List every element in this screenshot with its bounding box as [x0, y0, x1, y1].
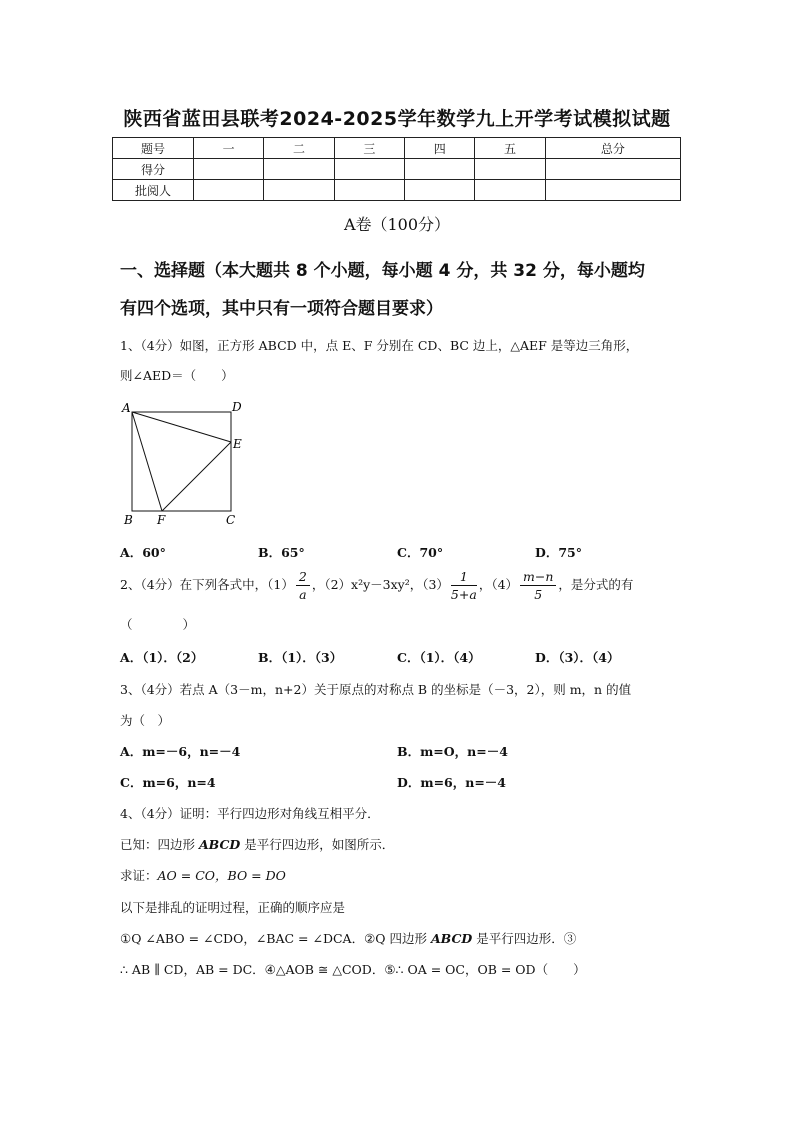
q3-option-a: A．m=－6，n=－4 — [120, 744, 241, 759]
label-a: A — [122, 401, 131, 415]
segment-af — [132, 412, 162, 511]
q2-option-d: D．（3）．（4） — [535, 650, 620, 665]
q2-option-a: A．（1）．（2） — [120, 650, 204, 665]
q4-known-prefix: 已知：四边形 — [120, 837, 199, 852]
q2-fraction-3 — [451, 568, 477, 603]
q2-prefix: 2、（4分）在下列各式中，（1） — [120, 577, 294, 592]
q2-option-c: C．（1）．（4） — [397, 650, 481, 665]
q2-fraction-1 — [296, 568, 310, 603]
score-cell — [194, 159, 264, 180]
score-cell — [545, 159, 680, 180]
q4-text-line1: 4、（4分）证明：平行四边形对角线互相平分． — [120, 806, 380, 821]
label-e: E — [233, 437, 242, 451]
q2-f4-numerator: m−n — [520, 568, 556, 586]
q2-mid2: ，（4） — [478, 577, 519, 592]
q4-steps-line1 — [120, 929, 576, 947]
segment-ae — [132, 412, 231, 442]
q2-suffix: ，是分式的有 — [558, 577, 634, 592]
q4-known-suffix: 是平行四边形，如图所示． — [240, 837, 395, 852]
score-cell — [475, 180, 545, 201]
score-cell — [334, 180, 404, 201]
q1-text-line1: 1、（4分）如图，正方形 ABCD 中，点 E、F 分别在 CD、BC 边上，△AEF 是等边三角形， — [120, 338, 639, 353]
q3-text-line2: 为（ ） — [120, 713, 171, 728]
section1-heading-line2: 有四个选项，其中只有一项符合题目要求） — [120, 299, 443, 319]
grader-row-label: 批阅人 — [113, 180, 194, 201]
q1-option-b: B．65° — [258, 545, 305, 560]
q1-square-figure — [118, 398, 248, 528]
q4-steps-line2: ∴ AB ∥ CD，AB = DC．④△AOB ≅ △COD．⑤∴ OA = OC，OB = OD（ ） — [120, 962, 586, 977]
score-cell — [405, 180, 475, 201]
score-cell — [264, 180, 334, 201]
q2-option-b: B．（1）．（3） — [258, 650, 343, 665]
score-cell: 二 — [264, 138, 334, 159]
q4-prove-line — [120, 866, 286, 884]
label-b: B — [124, 513, 133, 527]
score-cell: 题号 — [113, 138, 194, 159]
score-cell — [264, 159, 334, 180]
q2-f1-numerator: 2 — [296, 568, 310, 586]
q1-option-d: D．75° — [535, 545, 582, 560]
score-table-header-row — [113, 138, 681, 159]
q2-f4-denominator: 5 — [534, 587, 543, 602]
q2-text-line1 — [120, 568, 633, 603]
q2-f3-numerator: 1 — [451, 568, 477, 586]
q4-known-line — [120, 835, 394, 853]
paper-a-heading: A卷（100分） — [343, 215, 451, 234]
label-c: C — [226, 513, 236, 527]
q3-option-c: C．m=6，n=4 — [120, 775, 216, 790]
score-cell — [405, 159, 475, 180]
label-d: D — [232, 400, 242, 414]
q2-text-line2: （ ） — [120, 617, 196, 632]
score-cell: 四 — [405, 138, 475, 159]
q4-steps-part-a: ①Q ∠ABO = ∠CDO，∠BAC = ∠DCA．②Q 四边形 — [120, 931, 431, 946]
q2-f3-denominator: 5+a — [450, 587, 477, 602]
q4-steps-abcd: ABCD — [430, 931, 473, 946]
q2-f1-denominator: a — [299, 587, 307, 602]
score-cell: 五 — [475, 138, 545, 159]
q2-mid1: ，（2）x²y－3xy²，（3） — [311, 577, 449, 592]
q4-text-line4: 以下是排乱的证明过程，正确的顺序应是 — [120, 900, 346, 915]
label-f: F — [157, 513, 166, 527]
score-table-grader-row — [113, 180, 681, 201]
q4-prove-label: 求证： — [120, 868, 158, 883]
q4-prove-math: AO = CO，BO = DO — [157, 868, 286, 883]
q3-text-line1: 3、（4分）若点 A（3－m，n+2）关于原点的对称点 B 的坐标是（－3，2），则 m，n 的值 — [120, 682, 632, 697]
score-table-score-row — [113, 159, 681, 180]
q2-fraction-4 — [520, 568, 556, 603]
score-table — [112, 137, 681, 201]
score-cell — [334, 159, 404, 180]
q3-option-b: B．m=O，n=－4 — [397, 744, 508, 759]
score-cell: 一 — [194, 138, 264, 159]
section1-heading-line1: 一、选择题（本大题共 8 个小题，每小题 4 分，共 32 分，每小题均 — [120, 261, 645, 281]
q1-option-a: A．60° — [120, 545, 166, 560]
q3-option-d: D．m=6，n=－4 — [397, 775, 506, 790]
q1-option-c: C．70° — [397, 545, 444, 560]
q1-text-line2: 则∠AED＝（ ） — [120, 368, 234, 383]
score-cell: 总分 — [545, 138, 680, 159]
score-cell — [545, 180, 680, 201]
score-row-label: 得分 — [113, 159, 194, 180]
q4-steps-part-b: 是平行四边形．③ — [472, 931, 577, 946]
segment-ef — [162, 442, 231, 511]
score-cell — [475, 159, 545, 180]
score-cell: 三 — [334, 138, 404, 159]
q4-known-abcd: ABCD — [198, 837, 241, 852]
score-cell — [194, 180, 264, 201]
exam-title: 陕西省蓝田县联考2024-2025学年数学九上开学考试模拟试题 — [123, 108, 671, 130]
